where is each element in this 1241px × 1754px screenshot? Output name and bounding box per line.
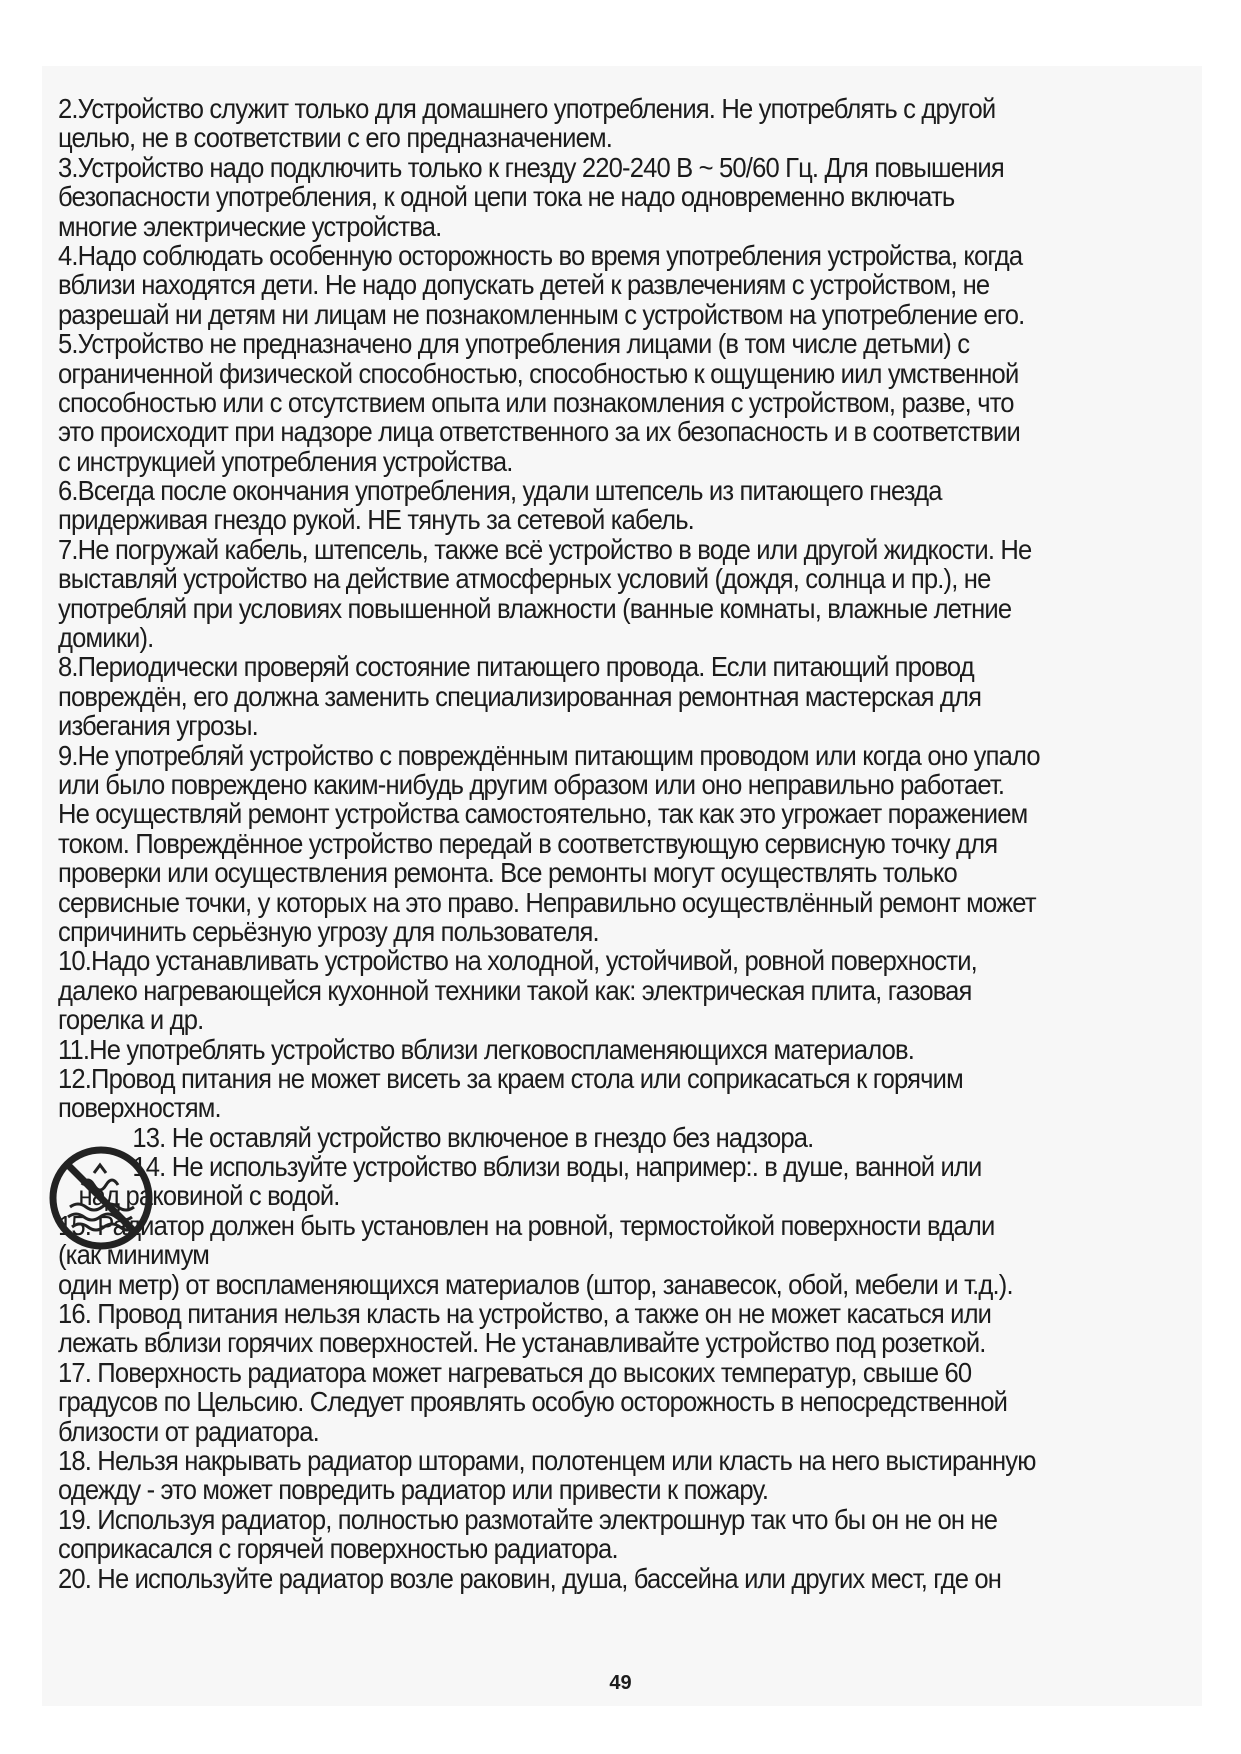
text-line: с инструкцией употребления устройства. <box>58 445 513 477</box>
text-line: 16. Провод питания нельзя класть на устройство, а также он не может касаться или <box>58 1298 992 1330</box>
text-line: 15. Радиатор должен быть установлен на ровной, термостойкой поверхности вдали <box>58 1209 995 1241</box>
text-line: домики). <box>58 622 154 654</box>
text-line: выставляй устройство на действие атмосферных условий (дождя, солнца и пр.), не <box>58 563 991 595</box>
text-line: повреждён, его должна заменить специализированная ремонтная мастерская для <box>58 680 982 712</box>
text-line: употребляй при условиях повышенной влажности (ванные комнаты, влажные летние <box>58 592 1012 624</box>
text-line: лежать вблизи горячих поверхностей. Не устанавливайте устройство под розеткой. <box>58 1327 986 1359</box>
text-line: 13. Не оставляй устройство включеное в гнездо без надзора. <box>132 1121 814 1153</box>
instruction-text <box>58 94 1118 1593</box>
text-line: 18. Нельзя накрывать радиатор шторами, полотенцем или класть на него выстиранную <box>58 1444 1036 1476</box>
text-line: разрешай ни детям ни лицам не познакомленным с устройством на употребление его. <box>58 298 1025 330</box>
text-line: 5.Устройство не предназначено для употребления лицами (в том числе детьми) с <box>58 328 970 360</box>
text-line: 4.Надо соблюдать особенную осторожность во время употребления устройства, когда <box>58 239 1023 271</box>
text-line: 6.Всегда после окончания употребления, удали штепсель из питающего гнезда <box>58 475 942 507</box>
text-line: над раковиной с водой. <box>78 1180 340 1212</box>
text-line: спричинить серьёзную угрозу для пользователя. <box>58 915 599 947</box>
text-line: придерживая гнездо рукой. НЕ тянуть за сетевой кабель. <box>58 504 694 536</box>
text-line: целью, не в соответствии с его предназначением. <box>58 122 613 154</box>
text-line: 10.Надо устанавливать устройство на холодной, устойчивой, ровной поверхности, <box>58 945 977 977</box>
text-line: один метр) от воспламеняющихся материалов (штор, занавесок, обой, мебели и т.д.). <box>58 1268 1013 1300</box>
text-line: током. Повреждённое устройство передай в соответствующую сервисную точку для <box>58 827 998 859</box>
text-line: сервисные точки, у которых на это право. Неправильно осуществлённый ремонт может <box>58 886 1036 918</box>
text-line: способностью или с отсутствием опыта или познакомления с устройством, разве, что <box>58 386 1014 418</box>
text-line: (как минимум <box>58 1239 209 1271</box>
text-line: поверхностям. <box>58 1092 221 1124</box>
page-number: 49 <box>609 1672 632 1694</box>
text-line: соприкасался с горячей поверхностью радиатора. <box>58 1533 618 1565</box>
text-line: близости от радиатора. <box>58 1415 319 1447</box>
text-line: 12.Провод питания не может висеть за краем стола или соприкасаться к горячим <box>58 1062 963 1094</box>
text-line: избегания угрозы. <box>58 710 258 742</box>
text-line: 14. Не используйте устройство вблизи воды, например:. в душе, ванной или <box>132 1151 982 1183</box>
text-line: 20. Не используйте радиатор возле раковин, душа, бассейна или других мест, где он <box>58 1562 1002 1594</box>
no-water-warning-icon <box>46 1143 156 1253</box>
text-line: 17. Поверхность радиатора может нагреваться до высоких температур, свыше 60 <box>58 1356 972 1388</box>
text-line: 19. Используя радиатор, полностью размотайте электрошнур так что бы он не он не <box>58 1503 998 1535</box>
text-line: это происходит при надзоре лица ответственного за их безопасность и в соответствии <box>58 416 1020 448</box>
text-line: ограниченной физической способностью, способностью к ощущению иил умственной <box>58 357 1019 389</box>
text-line: 2.Устройство служит только для домашнего употребления. Не употреблять с другой <box>58 93 996 124</box>
text-line: 8.Периодически проверяй состояние питающего провода. Если питающий провод <box>58 651 974 683</box>
text-line: проверки или осуществления ремонта. Все ремонты могут осуществлять только <box>58 857 957 889</box>
text-line: вблизи находятся дети. Не надо допускать детей к развлечениям с устройством, не <box>58 269 990 301</box>
text-line: 7.Не погружай кабель, штепсель, также всё устройство в воде или другой жидкости. Не <box>58 533 1032 565</box>
text-line: Не осуществляй ремонт устройства самостоятельно, так как это угрожает поражением <box>58 798 1028 830</box>
text-line: горелка и др. <box>58 1004 204 1036</box>
text-line: 9.Не употребляй устройство с повреждённым питающим проводом или когда оно упало <box>58 739 1040 771</box>
text-line: одежду - это может повредить радиатор или привести к пожару. <box>58 1474 769 1506</box>
text-line: безопасности употребления, к одной цепи тока не надо одновременно включать <box>58 181 955 213</box>
text-line: 3.Устройство надо подключить только к гнезду 220-240 В ~ 50/60 Гц. Для повышения <box>58 151 1004 183</box>
text-line: многие электрические устройства. <box>58 210 442 242</box>
text-line: далеко нагревающейся кухонной техники такой как: электрическая плита, газовая <box>58 974 972 1006</box>
text-line: 11.Не употреблять устройство вблизи легковоспламеняющихся материалов. <box>58 1033 915 1065</box>
text-line: градусов по Цельсию. Следует проявлять особую осторожность в непосредственной <box>58 1386 1008 1418</box>
text-line: или было повреждено каким-нибудь другим образом или оно неправильно работает. <box>58 768 1005 800</box>
